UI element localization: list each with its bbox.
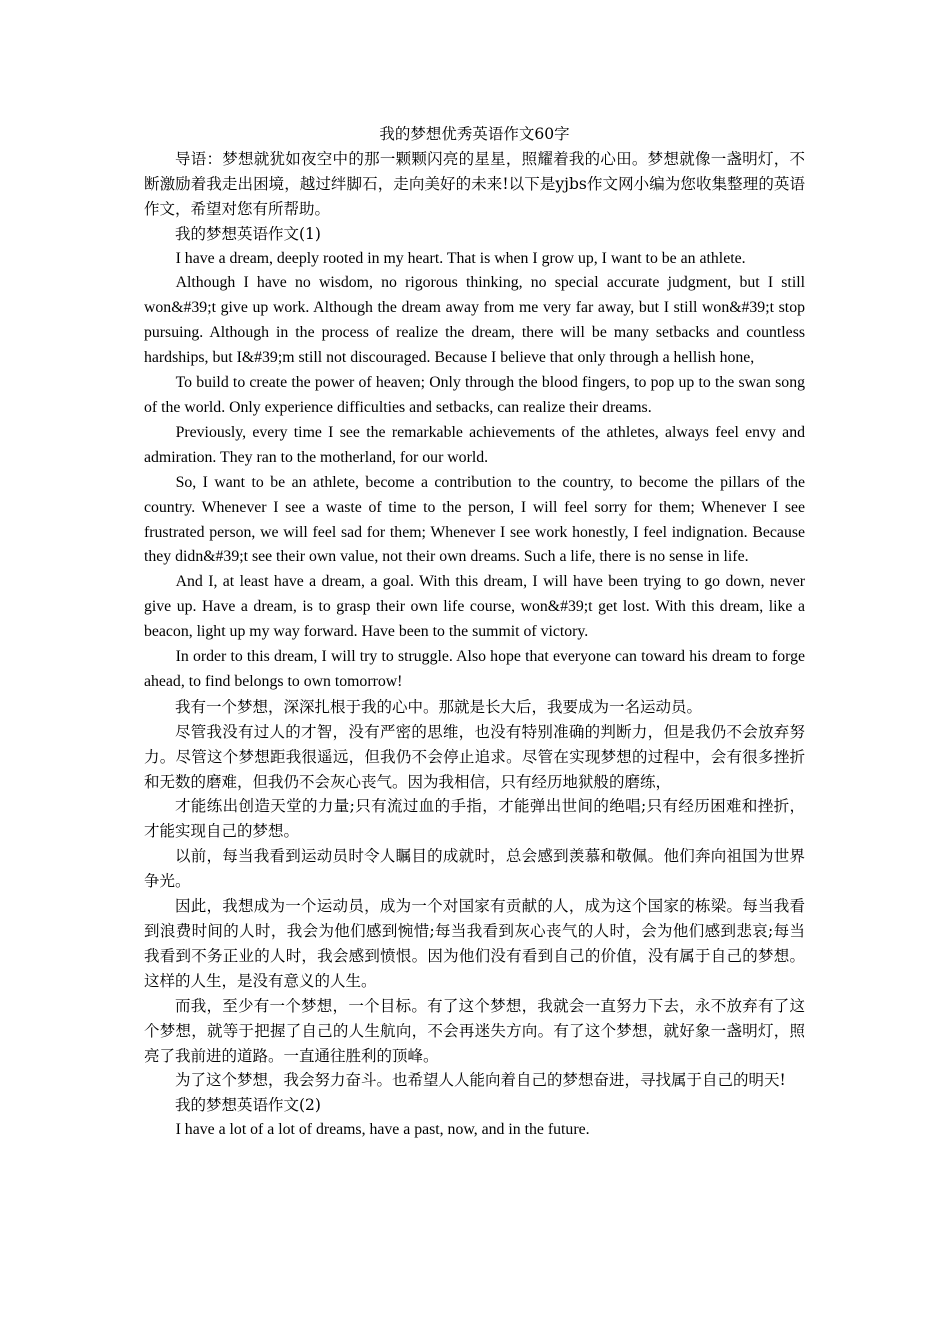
paragraph: Previously, every time I see the remarkable achievements of the athletes, always feel envy and admiration. They ran to the motherland, for our world. (144, 423, 805, 466)
paragraph: And I, at least have a dream, a goal. With this dream, I will have been trying to go down, never give up. Have a dream, is to grasp their own life course, won&#39;t get lost. With this dream, like a beacon, light up my way forward. Have been to the summit of victory. (144, 573, 805, 641)
paragraph: Although I have no wisdom, no rigorous thinking, no special accurate judgment, but I still won&#39;t give up work. Although the dream away from me very far away, but I still won&#39;t stop pursuing. Although in the process of realize the dream, there will be many setbacks and countless hardships, but I&#39;m still not discouraged. Because I believe that only through a hellish hone, (144, 274, 805, 367)
paragraph: 因此，我想成为一个运动员，成为一个对国家有贡献的人，成为这个国家的栋梁。每当我看到浪费时间的人时，我会为他们感到惋惜;每当我看到灰心丧气的人时，会为他们感到悲哀;每当我看到不务正业的人时，我会感到愤恨。因为他们没有看到自己的价值，没有属于自己的梦想。这样的人生，是没有意义的人生。 (144, 897, 805, 990)
paragraph: 才能练出创造天堂的力量;只有流过血的手指，才能弹出世间的绝唱;只有经历困难和挫折，才能实现自己的梦想。 (144, 797, 805, 841)
paragraph: 尽管我没有过人的才智，没有严密的思维，也没有特别准确的判断力，但是我仍不会放弃努力。尽管这个梦想距我很遥远，但我仍不会停止追求。尽管在实现梦想的过程中，会有很多挫折和无数的磨难，但我仍不会灰心丧气。因为我相信，只有经历地狱般的磨练， (144, 722, 805, 791)
paragraph: In order to this dream, I will try to struggle. Also hope that everyone can toward his dream to forge ahead, to find belongs to own tomorrow! (144, 648, 805, 690)
paragraph: 而我，至少有一个梦想，一个目标。有了这个梦想，我就会一直努力下去，永不放弃有了这个梦想，就等于把握了自己的人生航向，不会再迷失方向。有了这个梦想，就好象一盏明灯，照亮了我前进的道路。一直通往胜利的顶峰。 (144, 996, 805, 1065)
paragraph: 为了这个梦想，我会努力奋斗。也希望人人能向着自己的梦想奋进，寻找属于自己的明天! (175, 1071, 786, 1090)
section-heading: 我的梦想英语作文(1) (175, 224, 321, 243)
paragraph: I have a lot of a lot of dreams, have a past, now, and in the future. (175, 1121, 590, 1139)
paragraph: So, I want to be an athlete, become a contribution to the country, to become the pillars of the country. Whenever I see a waste of time to the person, I will feel sorry for them; Whenever I see frustrated person, we will feel sad for them; Whenever I see work honestly, I feel indignation. Because they didn&#39;t see their own value, not their own dreams. Such a life, there is no sense in life. (144, 473, 805, 566)
document-title: 我的梦想优秀英语作文60字 (379, 125, 570, 143)
document-page (144, 122, 805, 1143)
paragraph: 导语：梦想就犹如夜空中的那一颗颗闪亮的星星，照耀着我的心田。梦想就像一盏明灯，不断激励着我走出困境，越过绊脚石，走向美好的未来!以下是yjbs作文网小编为您收集整理的英语作文，希望对您有所帮助。 (144, 149, 805, 218)
paragraph: 以前，每当我看到运动员时令人瞩目的成就时，总会感到羡慕和敬佩。他们奔向祖国为世界争光。 (144, 847, 805, 891)
paragraph: 我有一个梦想，深深扎根于我的心中。那就是长大后，我要成为一名运动员。 (175, 697, 703, 716)
paragraph: To build to create the power of heaven; Only through the blood fingers, to pop up to the swan song of the world. Only experience difficulties and setbacks, can realize their dreams. (144, 374, 805, 416)
paragraph: I have a dream, deeply rooted in my heart. That is when I grow up, I want to be an athlete. (175, 249, 746, 267)
section-heading: 我的梦想英语作文(2) (175, 1096, 321, 1115)
